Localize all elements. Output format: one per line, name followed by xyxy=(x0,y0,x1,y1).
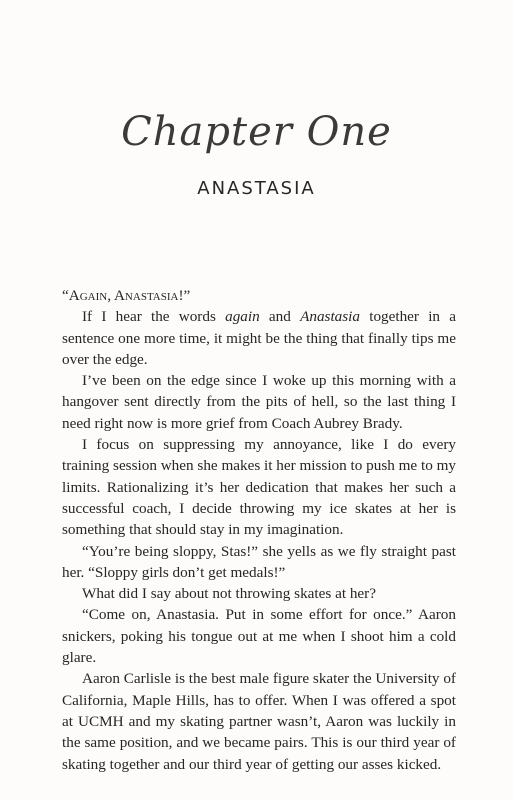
text-run: “Come on, Anastasia. Put in some effort for once.” Aaron snickers, poking his tongue out at me when I shoot him a cold glare. xyxy=(62,606,456,667)
text-run: and xyxy=(259,308,301,326)
text-run: “You’re being sloppy, Stas!” she yells as we fly straight past her. “Sloppy girls don’t get medals!” xyxy=(62,542,456,581)
opening-line xyxy=(62,285,456,306)
paragraph xyxy=(62,668,456,774)
italic-text: again xyxy=(225,308,260,326)
paragraph xyxy=(62,434,456,540)
opening-small-caps: gain, Anastasia! xyxy=(79,287,184,304)
opening-quote-end: ” xyxy=(183,287,191,304)
chapter-body xyxy=(62,285,456,775)
paragraph xyxy=(62,583,456,604)
paragraph xyxy=(62,370,456,434)
paragraph-list xyxy=(62,306,456,775)
opening-quote-start: “A xyxy=(62,287,80,304)
paragraph xyxy=(62,306,456,370)
chapter-pov-name: ANASTASIA xyxy=(197,178,316,199)
text-run: What did I say about not throwing skates at her? xyxy=(82,585,376,603)
text-run: If I hear the words xyxy=(82,308,226,326)
chapter-title: Chapter One xyxy=(121,109,392,155)
text-run: I’ve been on the edge since I woke up this morning with a hangover sent directly from the pits of hell, so the last thing I need right now is more grief from Coach Aubrey Brady. xyxy=(62,372,456,432)
paragraph xyxy=(62,541,456,584)
text-run: together in a sentence one more time, it might be the thing that finally tips me over the edge. xyxy=(62,308,456,368)
italic-text: Anastasia xyxy=(300,308,360,326)
text-run: Aaron Carlisle is the best male figure skater the University of California, Maple Hills, has to offer. When I was offered a spot at UCMH and my skating partner wasn’t, Aaron was luckily in the same position, and we became pairs. This is our third year of skating together and our third year of getting our asses kicked. xyxy=(62,670,456,773)
text-run: I focus on suppressing my annoyance, like I do every training session when she makes it her mission to push me to my limits. Rationalizing it’s her dedication that makes her such a successful coach, I decide throwing my ice skates at her is something that should stay in my imagination. xyxy=(62,436,456,539)
paragraph xyxy=(62,604,456,668)
